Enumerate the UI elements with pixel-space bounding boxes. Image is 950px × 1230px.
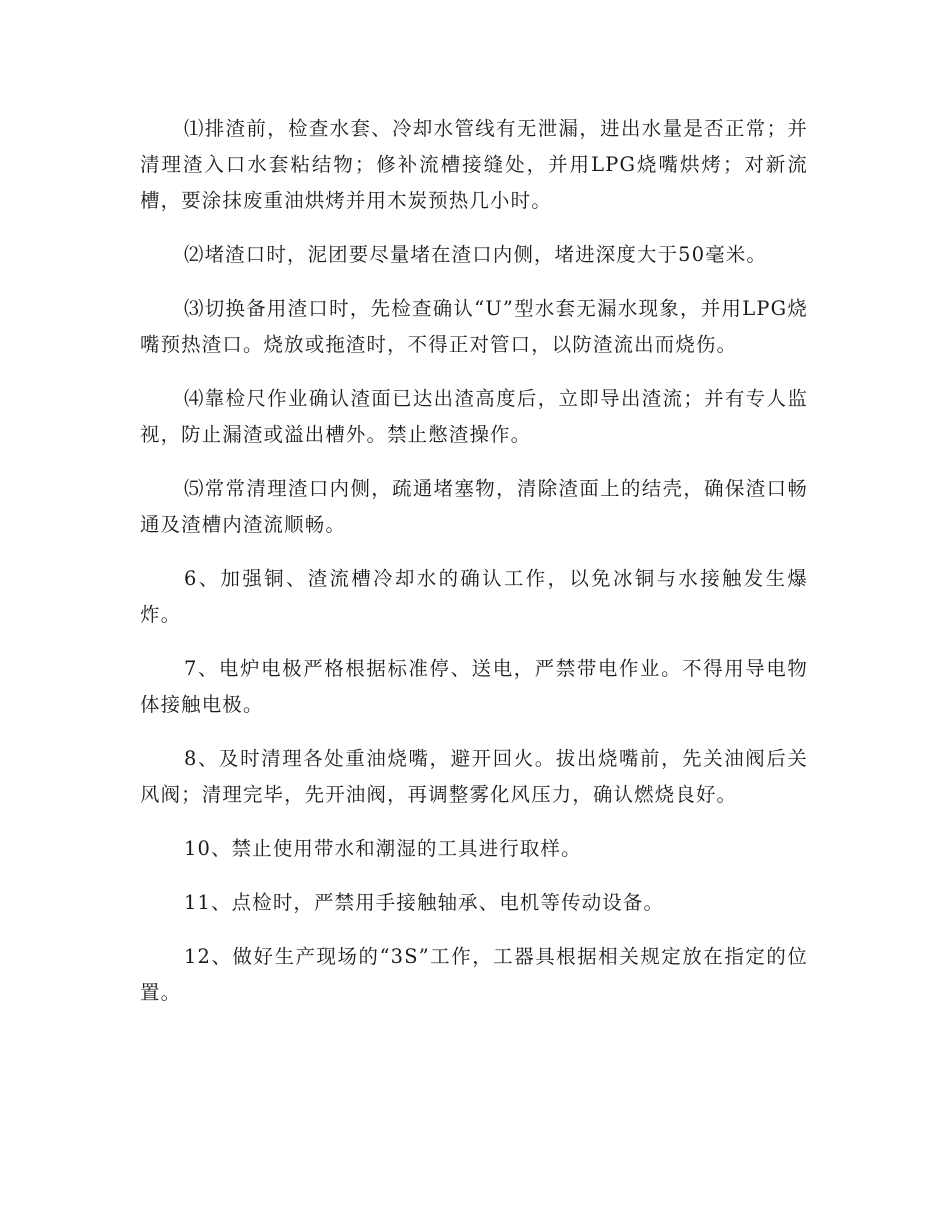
document-body bbox=[140, 111, 808, 1029]
paragraph-12: 12、做好生产现场的“3S”工作，工器具根据相关规定放在指定的位置。 bbox=[140, 945, 808, 1004]
paragraph-2: ⑵堵渣口时，泥团要尽量堵在渣口内侧，堵进深度大于50毫米。 bbox=[184, 243, 768, 266]
paragraph-8: 8、及时清理各处重油烧嘴，避开回火。拔出烧嘴前，先关油阀后关风阀；清理完毕，先开油阀，再调整雾化风压力，确认燃烧良好。 bbox=[140, 747, 808, 806]
paragraph-7: 7、电炉电极严格根据标准停、送电，严禁带电作业。不得用导电物体接触电极。 bbox=[140, 657, 808, 716]
paragraph-6: 6、加强铜、渣流槽冷却水的确认工作，以免冰铜与水接触发生爆炸。 bbox=[140, 567, 808, 626]
paragraph-1: ⑴排渣前，检查水套、冷却水管线有无泄漏，进出水量是否正常；并清理渣入口水套粘结物；修补流槽接缝处，并用LPG烧嘴烘烤；对新流槽，要涂抹废重油烘烤并用木炭预热几小时。 bbox=[140, 117, 808, 212]
paragraph-4: ⑷靠检尺作业确认渣面已达出渣高度后，立即导出渣流；并有专人监视，防止漏渣或溢出槽外。禁止憋渣操作。 bbox=[140, 387, 808, 446]
paragraph-5: ⑸常常清理渣口内侧，疏通堵塞物，清除渣面上的结壳，确保渣口畅通及渣槽内渣流顺畅。 bbox=[140, 477, 808, 536]
paragraph-11: 11、点检时，严禁用手接触轴承、电机等传动设备。 bbox=[184, 891, 665, 914]
paragraph-3: ⑶切换备用渣口时，先检查确认“U”型水套无漏水现象，并用LPG烧嘴预热渣口。烧放或拖渣时，不得正对管口，以防渣流出而烧伤。 bbox=[140, 297, 808, 356]
paragraph-10: 10、禁止使用带水和潮湿的工具进行取样。 bbox=[184, 837, 582, 860]
